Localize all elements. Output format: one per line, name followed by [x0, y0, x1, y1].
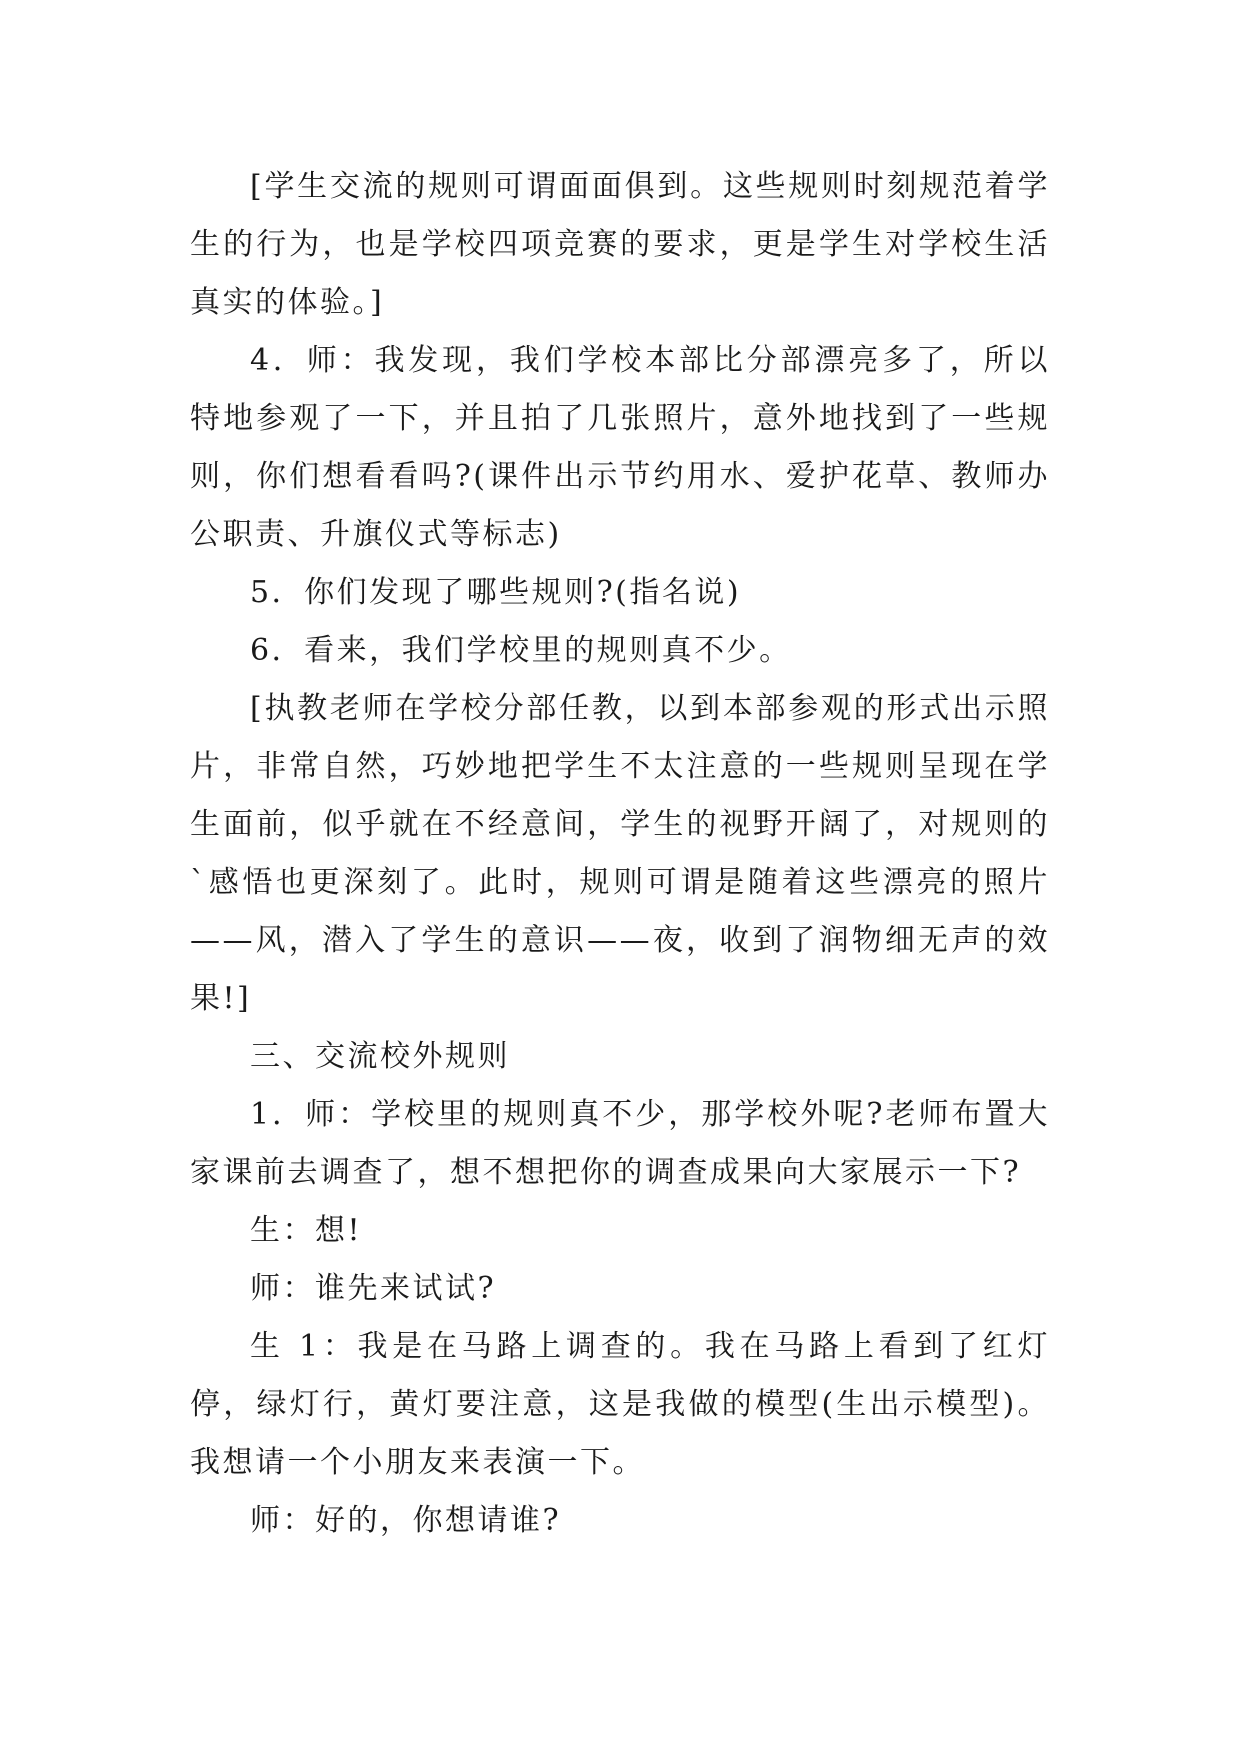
paragraph-step-5: 5．你们发现了哪些规则?(指名说) — [250, 575, 742, 610]
paragraph-commentary-1: [学生交流的规则可谓面面俱到。这些规则时刻规范着学生的行为，也是学校四项竞赛的要求，更是学生对学校生活真实的体验。] — [190, 169, 1050, 320]
paragraph-student-1: 生 1：我是在马路上调查的。我在马路上看到了红灯停，绿灯行，黄灯要注意，这是我做的模型(生出示模型)。我想请一个小朋友来表演一下。 — [190, 1329, 1050, 1480]
paragraph-student-reply: 生：想! — [250, 1213, 363, 1248]
paragraph-teacher-prompt: 师：谁先来试试? — [250, 1271, 497, 1306]
paragraph-step-6: 6．看来，我们学校里的规则真不少。 — [250, 633, 792, 668]
paragraph-commentary-2: [执教老师在学校分部任教，以到本部参观的形式出示照片，非常自然，巧妙地把学生不太注意的一些规则呈现在学生面前，似乎就在不经意间，学生的视野开阔了，对规则的`感悟也更深刻了。此时，规则可谓是随着这些漂亮的照片——风，潜入了学生的意识——夜，收到了润物细无声的效果!] — [190, 691, 1050, 1016]
paragraph-teacher-ask: 师：好的，你想请谁? — [250, 1503, 562, 1538]
paragraph-teacher-question: 1．师：学校里的规则真不少，那学校外呢?老师布置大家课前去调查了，想不想把你的调查成果向大家展示一下? — [190, 1097, 1050, 1190]
paragraph-step-4: 4．师：我发现，我们学校本部比分部漂亮多了，所以特地参观了一下，并且拍了几张照片，意外地找到了一些规则，你们想看看吗?(课件出示节约用水、爱护花草、教师办公职责、升旗仪式等标志) — [190, 343, 1050, 552]
document-page — [190, 158, 1050, 1550]
section-heading: 三、交流校外规则 — [250, 1039, 510, 1074]
